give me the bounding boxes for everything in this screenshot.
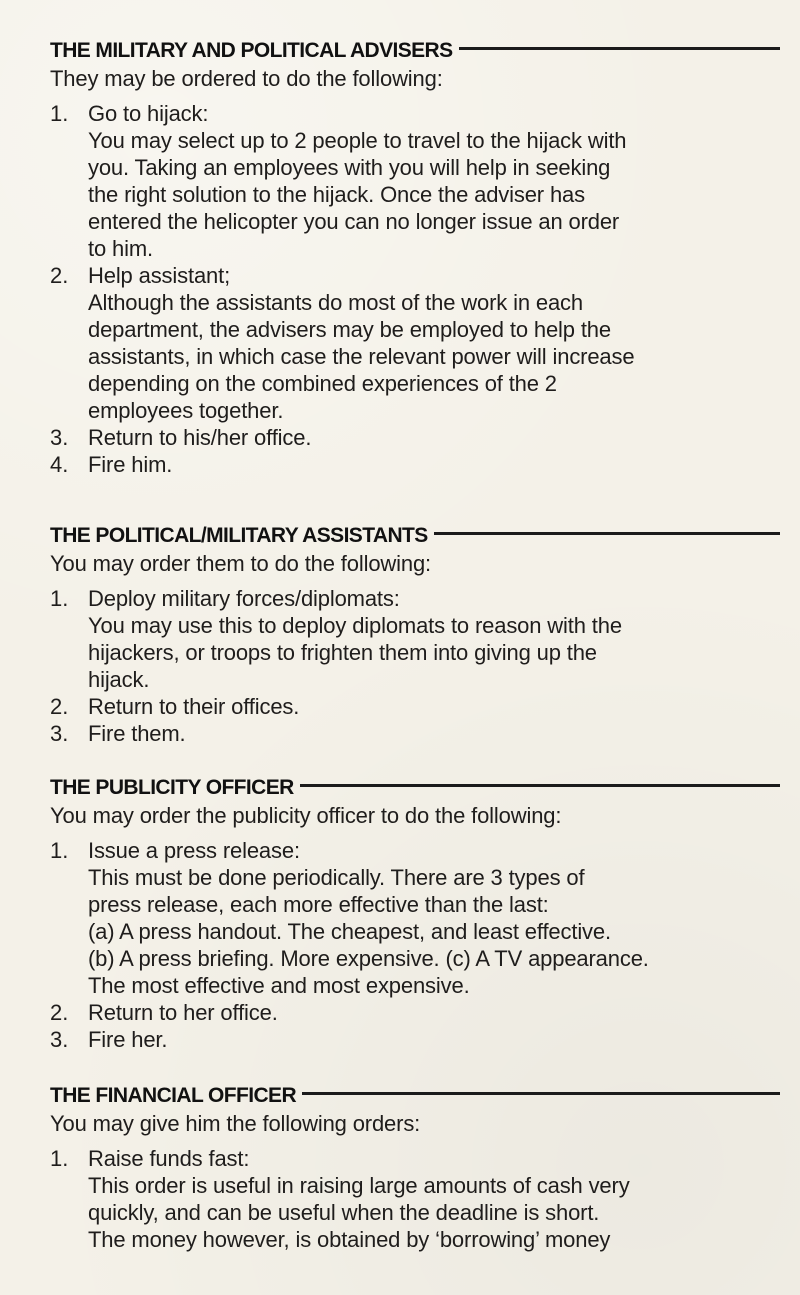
description-line: quickly, and can be useful when the deadline is short. <box>88 1200 600 1225</box>
order-item <box>50 999 780 1026</box>
section-heading-row <box>50 775 780 801</box>
item-number: 4. <box>50 452 69 477</box>
order-item <box>50 837 780 999</box>
order-list <box>50 837 780 1053</box>
order-item <box>50 451 780 478</box>
item-title: Deploy military forces/diplomats: <box>88 586 400 611</box>
item-number: 2. <box>50 694 69 719</box>
section-heading: THE MILITARY AND POLITICAL ADVISERS <box>50 39 453 62</box>
section-intro: You may give him the following orders: <box>50 1111 421 1136</box>
item-number: 3. <box>50 425 69 450</box>
item-number: 1. <box>50 586 69 611</box>
item-title: Issue a press release: <box>88 838 300 863</box>
order-item <box>50 1145 780 1253</box>
order-item <box>50 100 780 262</box>
description-line: The most effective and most expensive. <box>88 973 470 998</box>
section-publicity-officer <box>50 775 780 1053</box>
item-number: 3. <box>50 1027 69 1052</box>
item-title: Return to their offices. <box>88 694 300 719</box>
description-line: entered the helicopter you can no longer issue an order <box>88 209 620 234</box>
item-title: Fire him. <box>88 452 173 477</box>
description-line: department, the advisers may be employed to help the <box>88 317 611 342</box>
description-line: hijack. <box>88 667 150 692</box>
description-line: hijackers, or troops to frighten them into giving up the <box>88 640 597 665</box>
heading-rule <box>300 784 780 787</box>
section-heading-row <box>50 523 780 549</box>
description-line: to him. <box>88 236 153 261</box>
heading-rule <box>302 1092 780 1095</box>
section-heading: THE POLITICAL/MILITARY ASSISTANTS <box>50 524 428 547</box>
item-title: Help assistant; <box>88 263 231 288</box>
description-line: (b) A press briefing. More expensive. (c) A TV appearance. <box>88 946 649 971</box>
item-number: 1. <box>50 838 69 863</box>
description-line: This must be done periodically. There are 3 types of <box>88 865 585 890</box>
order-item <box>50 693 780 720</box>
description-line: This order is useful in raising large amounts of cash very <box>88 1173 630 1198</box>
description-line: The money however, is obtained by ‘borrowing’ money <box>88 1227 611 1252</box>
item-title: Fire her. <box>88 1027 168 1052</box>
description-line: press release, each more effective than the last: <box>88 892 549 917</box>
item-title: Go to hijack: <box>88 101 209 126</box>
item-description <box>88 1172 780 1253</box>
description-line: (a) A press handout. The cheapest, and least effective. <box>88 919 611 944</box>
item-title: Fire them. <box>88 721 186 746</box>
order-item <box>50 424 780 451</box>
description-line: Although the assistants do most of the work in each <box>88 290 583 315</box>
description-line: you. Taking an employees with you will help in seeking <box>88 155 611 180</box>
order-item <box>50 262 780 424</box>
item-number: 1. <box>50 101 69 126</box>
order-list <box>50 585 780 747</box>
item-title: Return to his/her office. <box>88 425 312 450</box>
description-line: employees together. <box>88 398 284 423</box>
section-heading: THE PUBLICITY OFFICER <box>50 776 294 799</box>
section-intro: You may order them to do the following: <box>50 551 432 576</box>
section-military-political-advisers <box>50 38 780 478</box>
section-heading-row <box>50 1083 780 1109</box>
section-heading-row <box>50 38 780 64</box>
item-title: Return to her office. <box>88 1000 278 1025</box>
item-number: 1. <box>50 1146 69 1171</box>
item-description <box>88 127 780 262</box>
section-intro: You may order the publicity officer to do the following: <box>50 803 562 828</box>
description-line: the right solution to the hijack. Once the adviser has <box>88 182 585 207</box>
section-financial-officer <box>50 1083 780 1253</box>
section-political-military-assistants <box>50 523 780 747</box>
order-item <box>50 585 780 693</box>
item-number: 2. <box>50 263 69 288</box>
order-item <box>50 1026 780 1053</box>
item-number: 3. <box>50 721 69 746</box>
order-list <box>50 100 780 478</box>
order-item <box>50 720 780 747</box>
heading-rule <box>459 47 780 50</box>
order-list <box>50 1145 780 1253</box>
description-line: assistants, in which case the relevant power will increase <box>88 344 635 369</box>
description-line: depending on the combined experiences of the 2 <box>88 371 557 396</box>
description-line: You may use this to deploy diplomats to reason with the <box>88 613 622 638</box>
section-heading: THE FINANCIAL OFFICER <box>50 1084 297 1107</box>
item-description <box>88 612 780 693</box>
heading-rule <box>434 532 780 535</box>
item-number: 2. <box>50 1000 69 1025</box>
section-intro: They may be ordered to do the following: <box>50 66 443 91</box>
description-line: You may select up to 2 people to travel to the hijack with <box>88 128 627 153</box>
item-description <box>88 289 780 424</box>
item-title: Raise funds fast: <box>88 1146 250 1171</box>
item-description <box>88 864 780 999</box>
